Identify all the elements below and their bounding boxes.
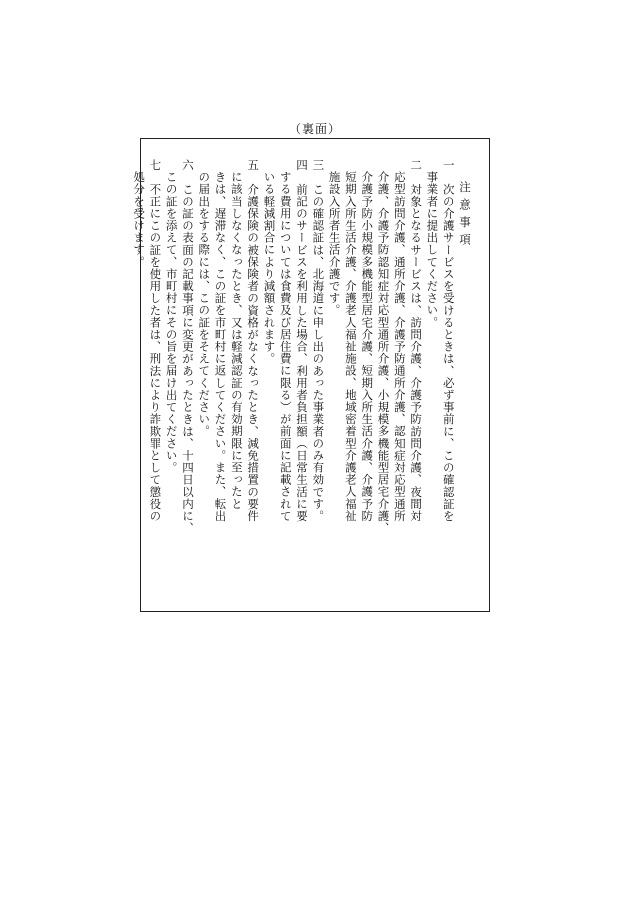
note-line: この証を添えて、市町村にその旨を届け出てください。 — [164, 171, 179, 474]
note-line: 一 次の介護サービスを受けるときは、必ず事前に、この確認証を — [441, 159, 456, 522]
note-line: 七 不正にこの証を使用した者は、刑法により詐欺罪として懲役の — [148, 159, 163, 522]
page-label: （裏面） — [288, 122, 341, 136]
note-line: 二 対象となるサービスは、訪問介護、介護予防訪問介護、夜間対 — [409, 159, 424, 522]
note-line: いる軽減割合により減額されます。 — [262, 171, 277, 365]
note-line: 短期入所生活介護、介護老人福祉施設、地域密着型介護老人福祉 — [343, 171, 358, 522]
note-line: の届出をする際には、この証をそえてください。 — [197, 171, 212, 438]
note-line: 四 前記のサービスを利用した場合、利用者負担額（日常生活に要 — [295, 159, 310, 522]
note-line: に該当しなくなったとき、又は軽減認証の有効期限に至ったと — [229, 171, 244, 510]
note-line: 六 この証の表面の記載事項に変更があったときは、十四日以内に、 — [180, 159, 195, 535]
note-line: 応型訪問介護、通所介護、介護予防通所介護、認知症対応型通所 — [392, 171, 407, 522]
note-line: 三 この確認証は、北海道に申し出のあった事業者のみ有効です。 — [311, 159, 326, 522]
note-line: 五 介護保険の被保険者の資格がなくなったとき、減免措置の要件 — [246, 159, 261, 522]
note-line: 処分を受けます。 — [132, 171, 147, 268]
note-line: きは、遅滞なく、この証を市町村に返してください。また、転出 — [213, 171, 228, 522]
notes-heading: 注意事項 — [458, 181, 472, 251]
note-line: 事業者に提出してください。 — [425, 171, 440, 329]
note-line: 施設入所者生活介護です。 — [327, 171, 342, 317]
note-line: する費用については食費及び居住費に限る）が前面に記載されて — [278, 171, 293, 522]
note-line: 介護予防小規模多機能型居宅介護、短期入所生活介護、介護予防 — [360, 171, 375, 522]
notes-text — [131, 159, 473, 579]
note-line: 介護、介護予防認知症対応型通所介護、小規模多機能型居宅介護、 — [376, 171, 391, 534]
notes-frame — [132, 138, 490, 612]
